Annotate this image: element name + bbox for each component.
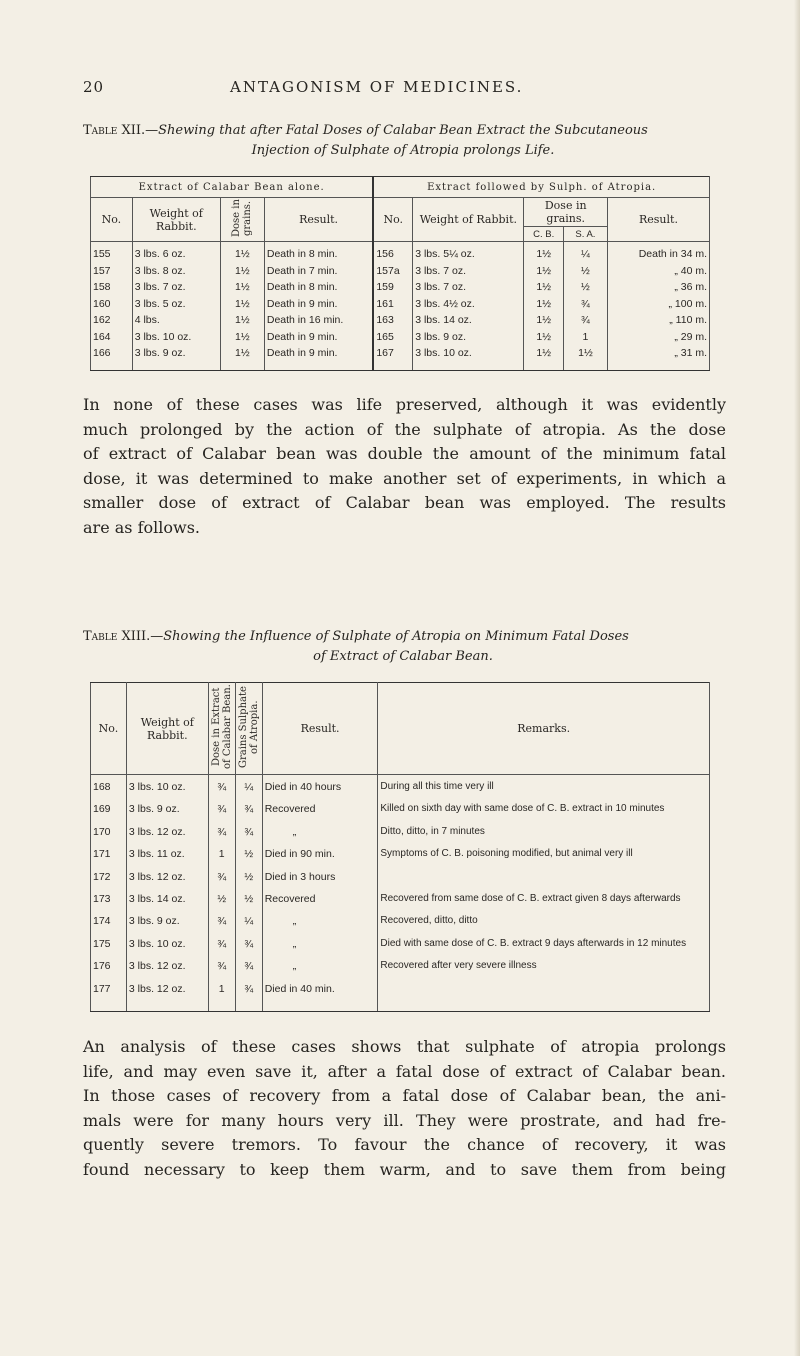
row-weight: 3 lbs. 9 oz. [132, 347, 220, 364]
row-no: 155 [91, 248, 133, 265]
row-weight: 3 lbs. 10 oz. [126, 781, 208, 803]
row-result: Died in 90 min. [262, 848, 378, 870]
row-weight: 3 lbs. 11 oz. [126, 848, 208, 870]
row-no: 166 [91, 347, 133, 364]
row-no: 169 [91, 803, 127, 825]
row-weight: 3 lbs. 12 oz. [126, 960, 208, 982]
row-grains: ¾ [235, 960, 262, 982]
row-no: 171 [91, 848, 127, 870]
row-no: 175 [91, 938, 127, 960]
row-weight: 3 lbs. 5 oz. [132, 298, 220, 315]
row-weight: 3 lbs. 12 oz. [126, 871, 208, 893]
row-dose: ¾ [208, 803, 235, 825]
row-weight2: 3 lbs. 9 oz. [413, 331, 524, 348]
table13-header-grains: Grains Sulphate of Atropia. [235, 683, 262, 775]
row-weight2: 3 lbs. 7 oz. [413, 281, 524, 298]
table-row [91, 893, 710, 915]
row-weight2: 3 lbs. 4½ oz. [413, 298, 524, 315]
table13-header-dose: Dose in Extract of Calabar Bean. [208, 683, 235, 775]
row-weight: 3 lbs. 10 oz. [126, 938, 208, 960]
row-no: 157 [91, 265, 133, 282]
table13-header-remarks: Remarks. [378, 683, 710, 775]
row-grains: ¼ [235, 781, 262, 803]
paragraph-2 [83, 1035, 726, 1182]
table12-header-cb: C. B. [524, 227, 563, 242]
text-line: smaller dose of extract of Calabar bean was employed. The results [83, 493, 726, 512]
row-dose: ¾ [208, 938, 235, 960]
running-head: ANTAGONISM OF MEDICINES. [230, 78, 524, 96]
row-grains: ¾ [235, 803, 262, 825]
row-cb: 1½ [524, 265, 563, 282]
page-edge-shadow [794, 0, 800, 1356]
table12-header-no2: No. [373, 198, 412, 242]
row-result: Death in 9 min. [264, 331, 373, 348]
row-remarks: Recovered after very severe illness [378, 960, 710, 982]
row-no2: 163 [373, 314, 412, 331]
table-row [91, 248, 710, 265]
row-no: 168 [91, 781, 127, 803]
row-sa: 1 [563, 331, 607, 348]
table12-caption-line2: Injection of Sulphate of Atropia prolongs Life. [251, 143, 555, 158]
row-result: Death in 8 min. [264, 248, 373, 265]
table12 [90, 176, 710, 371]
row-remarks: During all this time very ill [378, 781, 710, 803]
row-result2: „ 110 m. [607, 314, 709, 331]
page-number: 20 [83, 78, 105, 96]
row-no2: 159 [373, 281, 412, 298]
row-weight2: 3 lbs. 5¼ oz. [413, 248, 524, 265]
row-result2: Death in 34 m. [607, 248, 709, 265]
row-weight: 3 lbs. 12 oz. [126, 983, 208, 1005]
row-no2: 165 [373, 331, 412, 348]
row-grains: ¾ [235, 983, 262, 1005]
paragraph-1 [83, 393, 726, 540]
table-row [91, 331, 710, 348]
table-row [91, 281, 710, 298]
row-cb: 1½ [524, 298, 563, 315]
table12-caption [83, 121, 723, 161]
row-weight: 3 lbs. 6 oz. [132, 248, 220, 265]
table12-header-weight2: Weight of Rabbit. [413, 198, 524, 242]
row-cb: 1½ [524, 331, 563, 348]
table13-caption-lead: Table XIII. [83, 629, 151, 644]
row-no: 177 [91, 983, 127, 1005]
table13 [90, 682, 710, 1012]
row-no2: 161 [373, 298, 412, 315]
row-no: 158 [91, 281, 133, 298]
row-result: Death in 7 min. [264, 265, 373, 282]
table12-header-weight: Weight of Rabbit. [132, 198, 220, 242]
table-row [91, 347, 710, 364]
row-no: 176 [91, 960, 127, 982]
row-result: Death in 16 min. [264, 314, 373, 331]
row-result2: „ 36 m. [607, 281, 709, 298]
row-result: Death in 8 min. [264, 281, 373, 298]
row-dose: 1½ [220, 298, 264, 315]
row-remarks [378, 871, 710, 893]
table12-header-dose2: Dose in grains. [524, 198, 607, 227]
row-remarks: Symptoms of C. B. poisoning modified, but animal very ill [378, 848, 710, 870]
row-grains: ½ [235, 871, 262, 893]
row-weight2: 3 lbs. 14 oz. [413, 314, 524, 331]
row-result: Died in 3 hours [262, 871, 378, 893]
row-dose: 1½ [220, 331, 264, 348]
row-remarks: Recovered, ditto, ditto [378, 915, 710, 937]
row-no: 174 [91, 915, 127, 937]
text-line: found necessary to keep them warm, and to save them from being [83, 1159, 726, 1179]
table13-caption [83, 627, 723, 667]
table-row [91, 826, 710, 848]
row-result2: „ 31 m. [607, 347, 709, 364]
row-weight: 3 lbs. 12 oz. [126, 826, 208, 848]
row-result: Died in 40 min. [262, 983, 378, 1005]
text-line: In none of these cases was life preserved, although it was evidently [83, 395, 726, 414]
row-grains: ¾ [235, 938, 262, 960]
table-row [91, 803, 710, 825]
row-cb: 1½ [524, 314, 563, 331]
text-line: mals were for many hours very ill. They were prostrate, and had fre- [83, 1110, 726, 1130]
table12-caption-lead: Table XII. [83, 123, 146, 138]
row-result: Recovered [262, 893, 378, 915]
table-row [91, 871, 710, 893]
table12-header-dose: Dose in grains. [220, 198, 264, 242]
text-line: much prolonged by the action of the sulphate of atropia. As the dose [83, 419, 726, 439]
row-no2: 167 [373, 347, 412, 364]
row-no2: 156 [373, 248, 412, 265]
row-weight: 3 lbs. 14 oz. [126, 893, 208, 915]
row-no: 162 [91, 314, 133, 331]
table-row [91, 915, 710, 937]
row-dose: ¾ [208, 826, 235, 848]
row-remarks [378, 983, 710, 1005]
row-result: Death in 9 min. [264, 298, 373, 315]
table12-header-result: Result. [264, 198, 373, 242]
row-dose: ½ [208, 893, 235, 915]
table-row [91, 938, 710, 960]
row-dose: ¾ [208, 871, 235, 893]
text-line: of extract of Calabar bean was double the amount of the minimum fatal [83, 444, 726, 463]
table13-header-no: No. [91, 683, 127, 775]
text-line: are as follows. [83, 517, 200, 537]
row-result: „ [262, 938, 378, 960]
row-dose: 1½ [220, 347, 264, 364]
row-no: 172 [91, 871, 127, 893]
table-row [91, 960, 710, 982]
table12-group-right: Extract followed by Sulph. of Atropia. [373, 177, 709, 198]
row-weight: 4 lbs. [132, 314, 220, 331]
row-no2: 157a [373, 265, 412, 282]
row-result: „ [262, 915, 378, 937]
row-result2: „ 100 m. [607, 298, 709, 315]
row-result: Died in 40 hours [262, 781, 378, 803]
row-no: 170 [91, 826, 127, 848]
text-line: life, and may even save it, after a fatal dose of extract of Calabar bean. [83, 1061, 726, 1081]
row-sa: ¾ [563, 314, 607, 331]
row-dose: 1 [208, 983, 235, 1005]
row-remarks: Died with same dose of C. B. extract 9 days afterwards in 12 minutes [378, 938, 710, 960]
row-sa: ¾ [563, 298, 607, 315]
table12-group-left: Extract of Calabar Bean alone. [91, 177, 374, 198]
table12-header-result2: Result. [607, 198, 709, 242]
row-dose: ¾ [208, 960, 235, 982]
row-weight2: 3 lbs. 7 oz. [413, 265, 524, 282]
row-grains: ¼ [235, 915, 262, 937]
row-no: 164 [91, 331, 133, 348]
row-result: „ [262, 826, 378, 848]
table-row [91, 314, 710, 331]
table-row [91, 781, 710, 803]
row-no: 160 [91, 298, 133, 315]
table-row [91, 265, 710, 282]
row-sa: ½ [563, 281, 607, 298]
table-row [91, 983, 710, 1005]
text-line: In those cases of recovery from a fatal dose of Calabar bean, the ani- [83, 1086, 726, 1105]
table12-header-sa: S. A. [563, 227, 607, 242]
table12-caption-text: —Shewing that after Fatal Doses of Calabar Bean Extract the Subcutaneous [145, 123, 648, 138]
table13-header-weight: Weight of Rabbit. [126, 683, 208, 775]
row-remarks: Recovered from same dose of C. B. extract given 8 days afterwards [378, 893, 710, 915]
row-dose: 1½ [220, 314, 264, 331]
row-result: „ [262, 960, 378, 982]
table13-caption-line2: of Extract of Calabar Bean. [313, 649, 493, 664]
row-cb: 1½ [524, 347, 563, 364]
row-weight: 3 lbs. 7 oz. [132, 281, 220, 298]
row-result: Death in 9 min. [264, 347, 373, 364]
row-dose: 1½ [220, 265, 264, 282]
row-sa: ¼ [563, 248, 607, 265]
row-cb: 1½ [524, 281, 563, 298]
row-weight2: 3 lbs. 10 oz. [413, 347, 524, 364]
table12-header-no: No. [91, 198, 133, 242]
table13-header-result: Result. [262, 683, 378, 775]
table-row [91, 848, 710, 870]
row-grains: ½ [235, 848, 262, 870]
row-sa: ½ [563, 265, 607, 282]
row-weight: 3 lbs. 8 oz. [132, 265, 220, 282]
row-grains: ½ [235, 893, 262, 915]
table-row [91, 298, 710, 315]
row-grains: ¾ [235, 826, 262, 848]
text-line: quently severe tremors. To favour the chance of recovery, it was [83, 1135, 726, 1154]
table13-caption-text: —Showing the Influence of Sulphate of Atropia on Minimum Fatal Doses [150, 629, 629, 644]
row-dose: 1 [208, 848, 235, 870]
row-result2: „ 29 m. [607, 331, 709, 348]
row-result2: „ 40 m. [607, 265, 709, 282]
text-line: An analysis of these cases shows that sulphate of atropia prolongs [83, 1037, 726, 1056]
row-weight: 3 lbs. 9 oz. [126, 803, 208, 825]
row-no: 173 [91, 893, 127, 915]
text-line: dose, it was determined to make another set of experiments, in which a [83, 468, 726, 488]
row-cb: 1½ [524, 248, 563, 265]
row-weight: 3 lbs. 9 oz. [126, 915, 208, 937]
row-remarks: Killed on sixth day with same dose of C. B. extract in 10 minutes [378, 803, 710, 825]
row-weight: 3 lbs. 10 oz. [132, 331, 220, 348]
row-result: Recovered [262, 803, 378, 825]
row-dose: 1½ [220, 281, 264, 298]
row-dose: 1½ [220, 248, 264, 265]
row-sa: 1½ [563, 347, 607, 364]
row-dose: ¾ [208, 781, 235, 803]
row-remarks: Ditto, ditto, in 7 minutes [378, 826, 710, 848]
row-dose: ¾ [208, 915, 235, 937]
